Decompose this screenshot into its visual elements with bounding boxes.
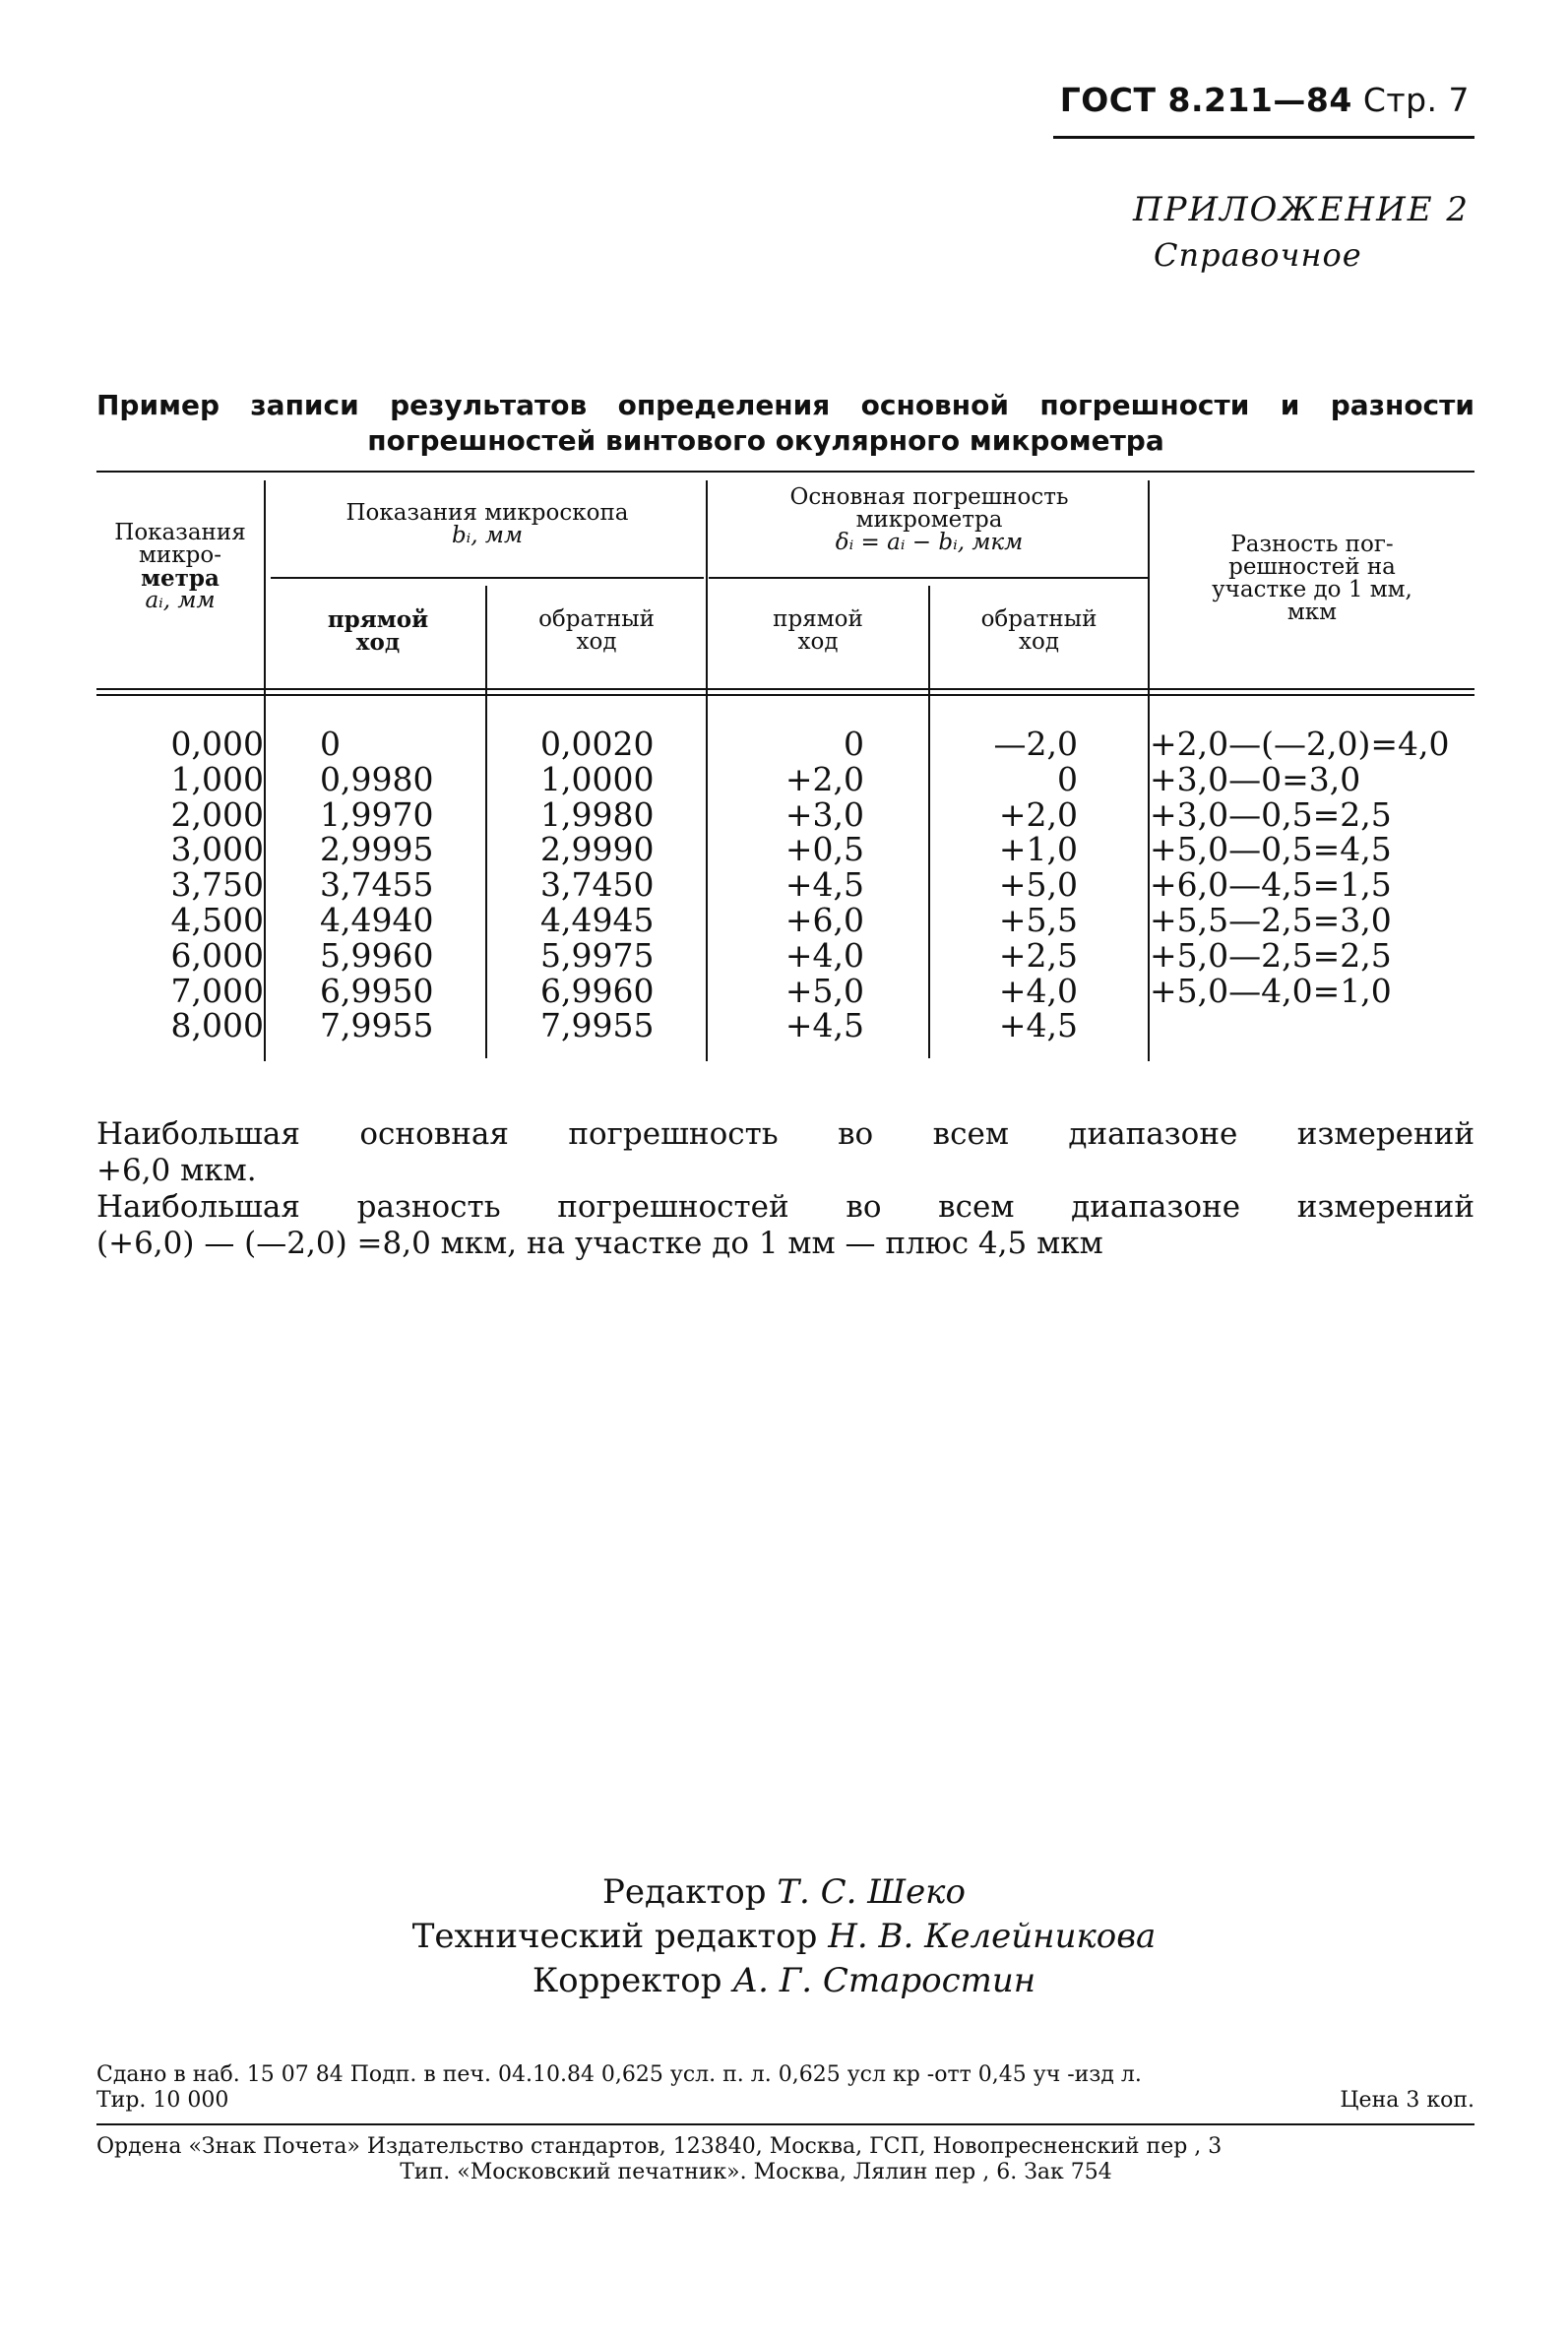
col-divider-b-mid — [485, 586, 487, 1058]
table-cell: +5,0 — [998, 865, 1078, 905]
header-col-a-line: микро- — [139, 542, 221, 568]
table-cell: 5,9960 — [320, 935, 434, 975]
paragraph-max-error — [96, 1116, 1474, 1189]
table-cell: +1,0 — [998, 830, 1078, 869]
header-d-forward-line: ход — [797, 629, 839, 655]
credits-block — [0, 1870, 1568, 2003]
header-col-r-line: участке до 1 мм, — [1212, 577, 1412, 602]
header-d-reverse — [930, 608, 1148, 654]
table-cell: 2,9995 — [320, 830, 434, 869]
header-b-forward-line: ход — [355, 629, 401, 656]
table-cell: 6,9950 — [320, 971, 434, 1010]
table-cell: 0 — [844, 725, 864, 763]
table-cell: +4,5 — [784, 865, 864, 905]
table-cell: —2,0 — [993, 725, 1078, 763]
table-cell: 1,9970 — [320, 794, 434, 834]
credit-editor — [0, 1870, 1568, 1915]
table-cell: 3,000 — [170, 830, 264, 869]
header-group-b-line: bᵢ, мм — [451, 523, 524, 548]
table-cell: +2,0—(—2,0)=4,0 — [1150, 725, 1450, 763]
header-double-rule-top — [96, 688, 1474, 690]
credit-role: Корректор — [532, 1961, 722, 2000]
table-cell: 3,7450 — [540, 865, 655, 905]
table-caption — [96, 387, 1474, 458]
imprint — [96, 2062, 1474, 2114]
table-cell: +4,0 — [998, 971, 1078, 1010]
column-microscope-reverse — [540, 727, 654, 1044]
table-cell: 3,7455 — [320, 865, 434, 905]
header-double-rule-bottom — [96, 694, 1474, 696]
page-number: Стр. 7 — [1362, 81, 1470, 119]
paragraph-line: Наибольшая разность погрешностей во всем диапазоне измерений — [96, 1189, 1474, 1225]
credit-name: А. Г. Старостин — [732, 1961, 1036, 2000]
credit-name: Т. С. Шеко — [777, 1872, 966, 1912]
table-cell: +5,0—2,5=2,5 — [1150, 935, 1392, 975]
header-group-b-line: Показания микроскопа — [345, 500, 629, 526]
group-b-underline — [271, 577, 704, 579]
table-cell: 3,750 — [170, 865, 264, 905]
paragraph-line: (+6,0) — (—2,0) =8,0 мкм, на участке до 1 мм — плюс 4,5 мкм — [96, 1226, 1103, 1261]
col-divider-a — [264, 480, 266, 1061]
table-cell: +5,0—4,0=1,0 — [1150, 971, 1392, 1010]
imprint-rule — [96, 2123, 1474, 2125]
table-cell: 1,0000 — [540, 759, 655, 798]
table-cell: 2,9990 — [540, 830, 655, 869]
printer-info — [96, 2134, 1474, 2185]
header-rule — [1053, 136, 1474, 139]
table-cell: +2,0 — [784, 759, 864, 798]
column-micrometer-readings — [96, 727, 264, 1044]
printer-line-2: Тип. «Московский печатник». Москва, Лялин пер , 6. Зак 754 — [400, 2160, 1112, 2184]
table-cell: 6,9960 — [540, 971, 655, 1010]
standard-number: ГОСТ 8.211—84 — [1059, 81, 1352, 119]
imprint-line-1: Сдано в наб. 15 07 84 Подп. в печ. 04.10.84 0,625 усл. п. л. 0,625 усл кр -отт 0,45 уч -изд л. — [96, 2062, 1142, 2087]
credit-role: Редактор — [602, 1872, 767, 1912]
header-d-forward-line: прямой — [773, 606, 863, 632]
header-d-forward — [708, 608, 928, 654]
standard-header — [1060, 81, 1470, 119]
table-cell: +3,0—0=3,0 — [1150, 759, 1361, 798]
header-col-a — [96, 522, 264, 612]
table-cell: 0 — [320, 725, 341, 763]
caption-line-2: погрешностей винтового окулярного микрометра — [367, 424, 1164, 457]
table-top-rule — [96, 471, 1474, 473]
table-cell: +4,5 — [998, 1006, 1078, 1045]
imprint-line-2 — [96, 2088, 1474, 2114]
table-cell: +2,5 — [998, 935, 1078, 975]
table-cell: 7,9955 — [320, 1006, 434, 1045]
col-divider-d-mid — [928, 586, 930, 1058]
appendix-title: ПРИЛОЖЕНИЕ 2 — [1132, 190, 1470, 229]
caption-line-1: Пример записи результатов определения основной погрешности и разности — [96, 389, 1474, 421]
table-cell: +5,0 — [784, 971, 864, 1010]
header-col-a-line: aᵢ, мм — [145, 588, 216, 613]
table-cell: +3,0 — [784, 794, 864, 834]
header-b-forward — [271, 608, 485, 654]
table-cell: 0,000 — [170, 725, 264, 763]
table-cell: 4,4945 — [540, 900, 655, 939]
header-b-forward-line: прямой — [327, 606, 429, 633]
price: Цена 3 коп. — [1340, 2088, 1474, 2113]
table-cell: +2,0 — [998, 794, 1078, 834]
header-d-reverse-line: обратный — [980, 606, 1098, 632]
credit-proofreader — [0, 1959, 1568, 2003]
credit-role: Технический редактор — [411, 1917, 818, 1956]
table-cell: +5,5 — [998, 900, 1078, 939]
table-cell: 2,000 — [170, 794, 264, 834]
header-group-d-line: δᵢ = aᵢ − bᵢ, мкм — [835, 530, 1024, 555]
table-cell: 6,000 — [170, 935, 264, 975]
paragraph-line: Наибольшая основная погрешность во всем диапазоне измерений — [96, 1116, 1474, 1152]
table-cell: +4,5 — [784, 1006, 864, 1045]
header-group-d — [709, 486, 1150, 554]
header-d-reverse-line: ход — [1019, 629, 1059, 655]
table-cell: 0 — [1057, 759, 1078, 798]
table-cell: +6,0 — [784, 900, 864, 939]
table-cell: +6,0—4,5=1,5 — [1150, 865, 1392, 905]
header-b-reverse-line: ход — [576, 629, 617, 655]
credit-name: Н. В. Келейникова — [828, 1917, 1157, 1956]
column-error-forward — [766, 727, 864, 1044]
table-cell: 7,9955 — [540, 1006, 655, 1045]
header-col-r-line: мкм — [1286, 600, 1338, 625]
table-cell: +5,5—2,5=3,0 — [1150, 900, 1392, 939]
table-cell: 1,000 — [170, 759, 264, 798]
header-b-reverse — [487, 608, 706, 654]
header-b-reverse-line: обратный — [538, 606, 655, 632]
table-cell: +3,0—0,5=2,5 — [1150, 794, 1392, 834]
table-cell: 8,000 — [170, 1006, 264, 1045]
table-cell: 0,0020 — [540, 725, 655, 763]
table-cell: 7,000 — [170, 971, 264, 1010]
table-cell: +4,0 — [784, 935, 864, 975]
header-col-r-line: решностей на — [1228, 554, 1396, 580]
col-divider-b-d — [706, 480, 708, 1061]
header-col-a-line: метра — [141, 565, 220, 592]
credit-tech-editor — [0, 1915, 1568, 1959]
table-cell: 5,9975 — [540, 935, 655, 975]
column-error-reverse — [970, 727, 1078, 1044]
paragraph-line: +6,0 мкм. — [96, 1153, 257, 1188]
column-microscope-forward — [320, 727, 433, 1044]
table-cell: 1,9980 — [540, 794, 655, 834]
header-col-r — [1150, 534, 1474, 624]
header-col-a-line: Показания — [114, 520, 246, 545]
table-cell: 4,4940 — [320, 900, 434, 939]
table-cell: +0,5 — [784, 830, 864, 869]
header-group-d-line: Основная погрешность — [789, 484, 1069, 510]
printer-line-1: Ордена «Знак Почета» Издательство стандартов, 123840, Москва, ГСП, Новопресненский пер , 3 — [96, 2134, 1223, 2159]
appendix-subtitle: Справочное — [1154, 236, 1362, 274]
header-group-d-line: микрометра — [855, 507, 1003, 533]
print-run: Тир. 10 000 — [96, 2088, 229, 2113]
group-d-underline — [709, 577, 1150, 579]
table-cell: 0,9980 — [320, 759, 434, 798]
table-cell: +5,0—0,5=4,5 — [1150, 830, 1392, 869]
header-group-b — [271, 502, 704, 547]
table-cell: 4,500 — [170, 900, 264, 939]
column-error-difference — [1150, 727, 1450, 1008]
paragraph-max-difference — [96, 1189, 1474, 1262]
header-col-r-line: Разность пог- — [1230, 532, 1394, 557]
